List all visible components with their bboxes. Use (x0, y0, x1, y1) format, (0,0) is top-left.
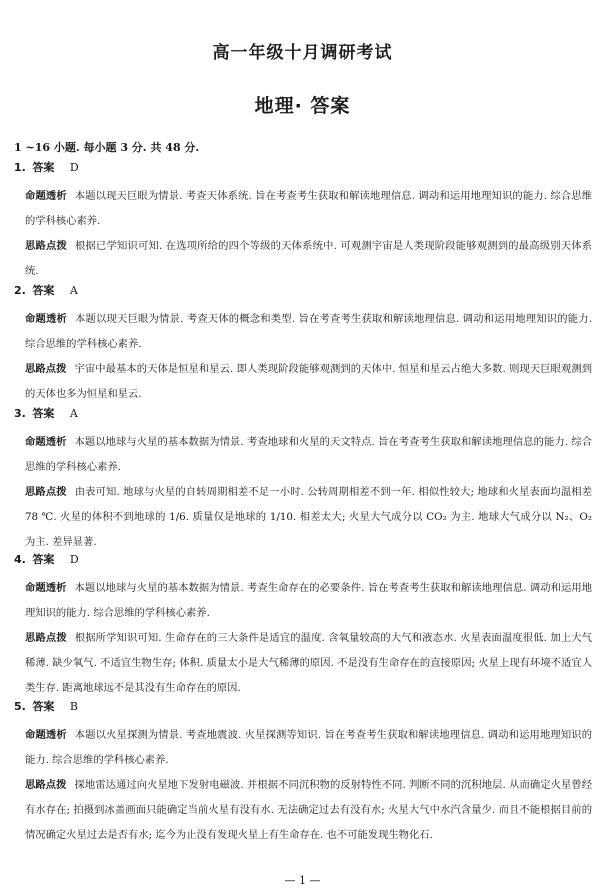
hint-paragraph (25, 234, 592, 284)
analysis-paragraph (25, 576, 592, 626)
hint-text: 探地雷达通过向火星地下发射电磁波. 并根据不同沉积物的反射特性不同. 判断不同的沉积地层. 从而确定火星曾经有水存在; 拍摄到冰盖画面只能确定当前火星有没有水. 无法确定过去有没有水; 火星大气中水汽含量少. 而且不能根据目前的情况确定火星过去是否有水; 迄今为止没有发现火星上有生命存在. 也不可能发现生物化石. (25, 779, 593, 841)
analysis-label: 命题透析 (25, 436, 67, 448)
question-block (14, 283, 592, 407)
question-header (14, 699, 592, 715)
hint-text: 宇宙中最基本的天体是恒星和星云. 即人类现阶段能够观测到的天体中. 恒星和星云占绝大多数. 则现天巨眼观测到的天体也多为恒星和星云. (25, 363, 593, 400)
hint-label: 思路点拨 (25, 240, 67, 252)
page-title: 高一年级十月调研考试 (212, 43, 393, 63)
page-subtitle: 地理· 答案 (254, 95, 351, 117)
analysis-text: 本题以现天巨眼为情景. 考查天体的概念和类型. 旨在考查考生获取和解读地理信息. 调动和运用地理知识的能力. 综合思维的学科核心素养. (25, 313, 592, 350)
answer-label: 答案 (32, 161, 55, 174)
question-number: 1. (14, 161, 26, 174)
hint-label: 思路点拨 (25, 632, 67, 644)
analysis-paragraph (25, 430, 592, 480)
hint-paragraph (25, 480, 592, 555)
hint-label: 思路点拨 (25, 363, 67, 375)
question-block (14, 160, 592, 284)
analysis-paragraph (25, 307, 592, 357)
hint-text: 由表可知. 地球与火星的自转周期相差不足一小时. 公转周期相差不到一年. 相似性较大; 地球和火星表面均温相差 78 ℃. 火星的体积不到地球的 1/6. 质量仅是地球的 1/10. 相差太大; 火星大气成分以 CO₂ 为主. 地球大气成分以 N₂、O₂ 为主. 差异显著. (25, 486, 592, 548)
analysis-label: 命题透析 (25, 190, 67, 202)
answer-label: 答案 (32, 284, 55, 297)
question-number: 3. (14, 407, 26, 420)
answer-label: 答案 (32, 407, 55, 420)
hint-text: 根据已学知识可知. 在选项所给的四个等级的天体系统中. 可观测宇宙是人类现阶段能够观测到的最高级别天体系统. (25, 240, 593, 277)
answer-value: D (69, 161, 79, 174)
answer-label: 答案 (32, 700, 55, 713)
hint-paragraph (25, 773, 592, 848)
question-number: 4. (14, 553, 26, 566)
answer-value: D (69, 553, 79, 566)
hint-text: 根据所学知识可知. 生命存在的三大条件是适宜的温度. 含氧量较高的大气和液态水. 火星表面温度很低. 加上大气稀薄. 缺少氧气. 不适宜生物生存; 体积. 质量太小是大气稀薄的原因. 不是没有生命存在的直接原因; 火星上现有环境不适宜人类生存. 距离地球远不是其没有生命存在的原因. (25, 632, 593, 694)
analysis-text: 本题以地球与火星的基本数据为情景. 考查生命存在的必要条件. 旨在考查考生获取和解读地理信息. 调动和运用地理知识的能力. 综合思维的学科核心素养. (25, 582, 593, 619)
hint-paragraph (25, 357, 592, 407)
question-number: 2. (14, 284, 26, 297)
analysis-label: 命题透析 (25, 313, 67, 325)
question-header (14, 283, 592, 299)
section-intro: 1 ~16 小题. 每小题 3 分. 共 48 分. (14, 141, 200, 154)
question-number: 5. (14, 700, 26, 713)
analysis-label: 命题透析 (25, 729, 67, 741)
page-number: — 1 — (284, 874, 321, 887)
question-header (14, 406, 592, 422)
analysis-text: 本题以地球与火星的基本数据为情景. 考查地球和火星的天文特点. 旨在考查考生获取和解读地理信息的能力. 综合思维的学科核心素养. (25, 436, 593, 473)
analysis-text: 本题以现天巨眼为情景. 考查天体系统. 旨在考查考生获取和解读地理信息. 调动和运用地理知识的能力. 综合思维的学科核心素养. (25, 190, 593, 227)
hint-label: 思路点拨 (25, 486, 67, 498)
analysis-paragraph (25, 184, 592, 234)
question-block (14, 699, 592, 848)
question-block (14, 406, 592, 555)
question-header (14, 552, 592, 568)
answer-value: A (69, 407, 78, 420)
question-header (14, 160, 592, 176)
analysis-paragraph (25, 723, 592, 773)
hint-label: 思路点拨 (25, 779, 67, 791)
answer-value: A (69, 284, 78, 297)
answer-label: 答案 (32, 553, 55, 566)
analysis-label: 命题透析 (25, 582, 67, 594)
answer-value: B (69, 700, 78, 713)
analysis-text: 本题以火星探测为情景. 考查地震波. 火星探测等知识. 旨在考查考生获取和解读地理信息. 调动和运用地理知识的能力. 综合思维的学科核心素养. (25, 729, 593, 766)
hint-paragraph (25, 626, 592, 701)
question-block (14, 552, 592, 701)
